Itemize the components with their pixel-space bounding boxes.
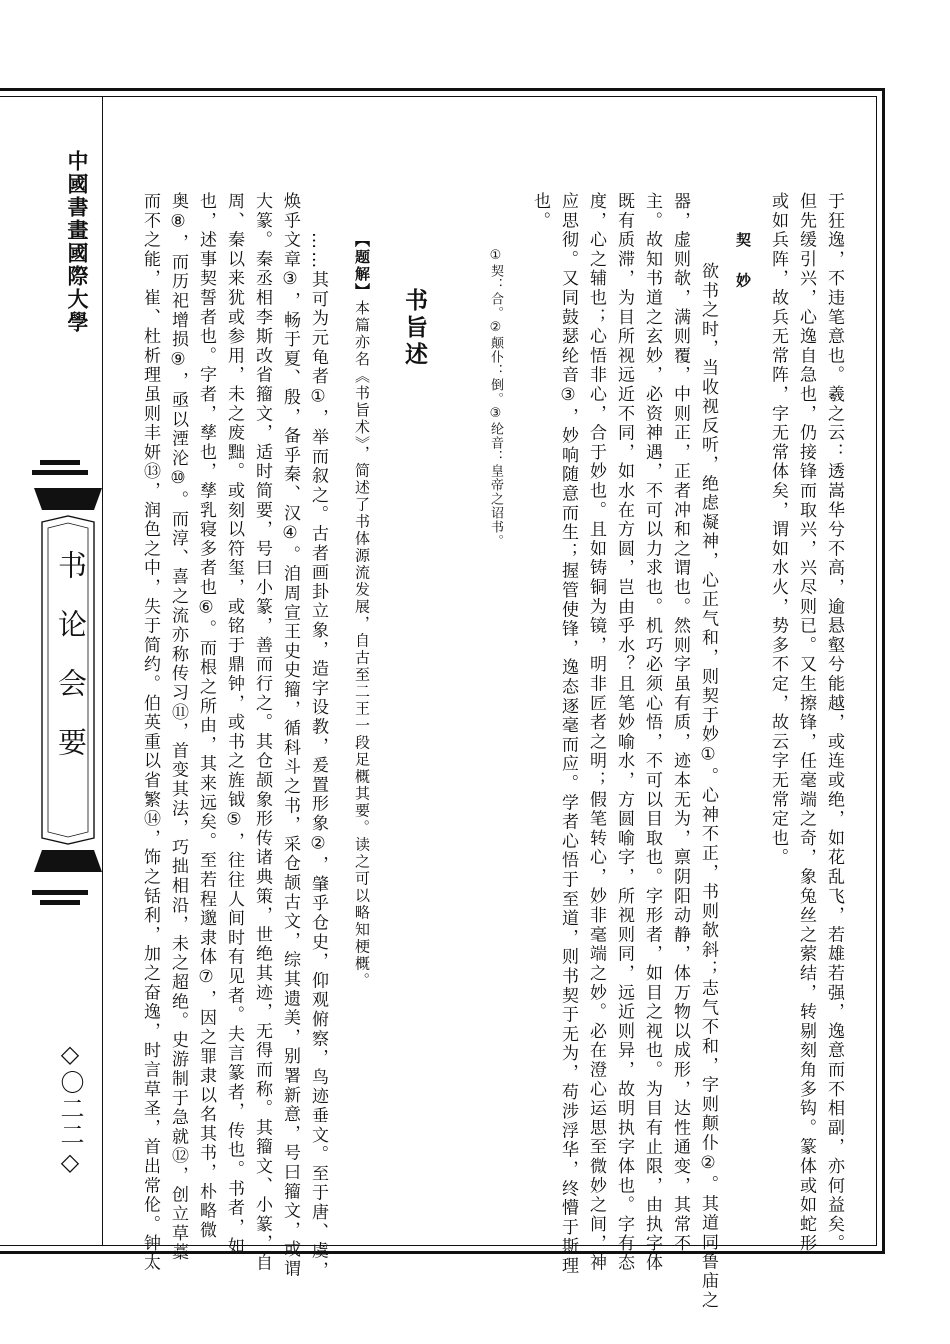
text-column: 于狂逸，不违笔意也。羲之云：透嵩华兮不高，逾悬壑兮能越，或连或绝，如花乱飞，若雄若强，逸意而不相副，亦何益矣。	[824, 192, 844, 1254]
text-column: ……其可为元龟者①，举而叙之。古者画卦立象，造字设教，爰置形象②，肇乎仓史，仰观俯察，鸟迹垂文。至于唐、虞，	[308, 232, 328, 1281]
intro-label: 【题解】	[353, 232, 371, 300]
text-column: 也，述事契誓者也。字者，孳也，孳乳寝多者也⑥。而根之所由，其来远矣。至若程邈隶体⑦，因之罪隶以名其书，朴略微	[196, 192, 216, 1241]
footnotes: ①契：合。②颠仆：倒。③纶音：皇帝之诏书。	[488, 248, 503, 548]
spine-bar-bottom-1	[32, 890, 88, 895]
page-number: ◇〇二二◇	[56, 1040, 84, 1178]
text-column: 周、秦以来犹或参用，未之废黜。或刻以符玺，或铭于鼎钟，或书之旌钺⑤，往往人间时有见者。夫言篆者，传也。书者，如	[224, 192, 244, 1257]
book-title-badge	[24, 480, 112, 880]
text-column: 而不之能，崔、杜析理虽则丰妍⑬，润色之中，失于简约。伯英重以省繁⑭，饰之铦利，加之奋逸，时言草圣，首出常伦。钟太	[140, 192, 160, 1273]
text-column: 或如兵阵，故兵无常阵，字无常体矣，谓如水火，势多不定，故云字无常定也。	[768, 192, 788, 868]
spine-bar-bottom-2	[40, 900, 80, 905]
text-column: 欲书之时，当收视反听，绝虑凝神，心正气和，则契于妙①。心神不正，书则欹斜；志气不和，字则颠仆②。其道同鲁庙之	[698, 262, 718, 1311]
spine-bar-top-1	[40, 460, 80, 465]
intro-text: 本篇亦名《书旨术》，简述了书体源流发展，自古至二王一段足概其要。读之可以略知梗概。	[353, 300, 371, 990]
text-column: 度，心之辅也；心悟非心，合于妙也。且如铸铜为镜，明非匠者之明；假笔转心，妙非毫端之妙。必在澄心运思至微妙之间，神	[586, 192, 606, 1273]
text-column: 应思彻。又同鼓瑟纶音③，妙响随意而生；握管使锋，逸态逐毫而应。学者心悟于至道，则书契于无为，苟涉浮华，终懵于斯理	[558, 192, 578, 1276]
spine-bar-top-2	[32, 470, 88, 475]
text-column: 奥⑧，而历祀增损⑨，亟以湮沦⑩。而淳、喜之流亦称传习⑪，首变其法，巧拙相沿，未之超绝。史游制于急就⑫，创立草藁	[168, 192, 188, 1263]
text-column: 既有质滞，为目所视远近不同，如水在方圆，岂由乎水？且笔妙喻水，方圆喻字，所视则同，远近则异，故明执字体也。字有态	[614, 192, 634, 1273]
section-heading: 契 妙	[734, 232, 752, 298]
text-column: 主。故知书道之玄妙，必资神遇，不可以力求也。机巧必须心悟，不可以目取也。字形者，如目之视也。为目有止限，由执字体	[642, 192, 662, 1273]
publisher-title: 中國書畫國際大學	[65, 150, 90, 334]
chapter-title: 书旨述	[401, 288, 427, 369]
text-column: 器，虚则欹，满则覆，中则正，正者冲和之谓也。然则字虽有质，迹本无为，禀阴阳动静，体万物以成形，达性通变，其常不	[670, 192, 690, 1254]
text-column: 大篆。秦丞相李斯改省籀文，适时简要，号曰小篆，善而行之。其仓颉象形传诸典策，世绝其迹，无得而称。其籀文、小篆，自	[252, 192, 272, 1273]
text-column: 但先缓引兴，心逸自急也，仍接锋而取兴，兴尽则已。又生擦锋，任毫端之奇，象兔丝之萦结，转剔刻角多钩。篆体或如蛇形	[796, 192, 816, 1254]
text-column: 也。	[530, 192, 550, 231]
intro-block	[352, 232, 373, 990]
text-column: 焕乎文章③，畅于夏、殷，备乎秦、汉④。洎周宣王史史籀，循科斗之书，采仓颉古文，综其遗美，别署新意，号曰籀文，或谓	[280, 192, 300, 1279]
book-title: 书论会要	[54, 550, 88, 786]
